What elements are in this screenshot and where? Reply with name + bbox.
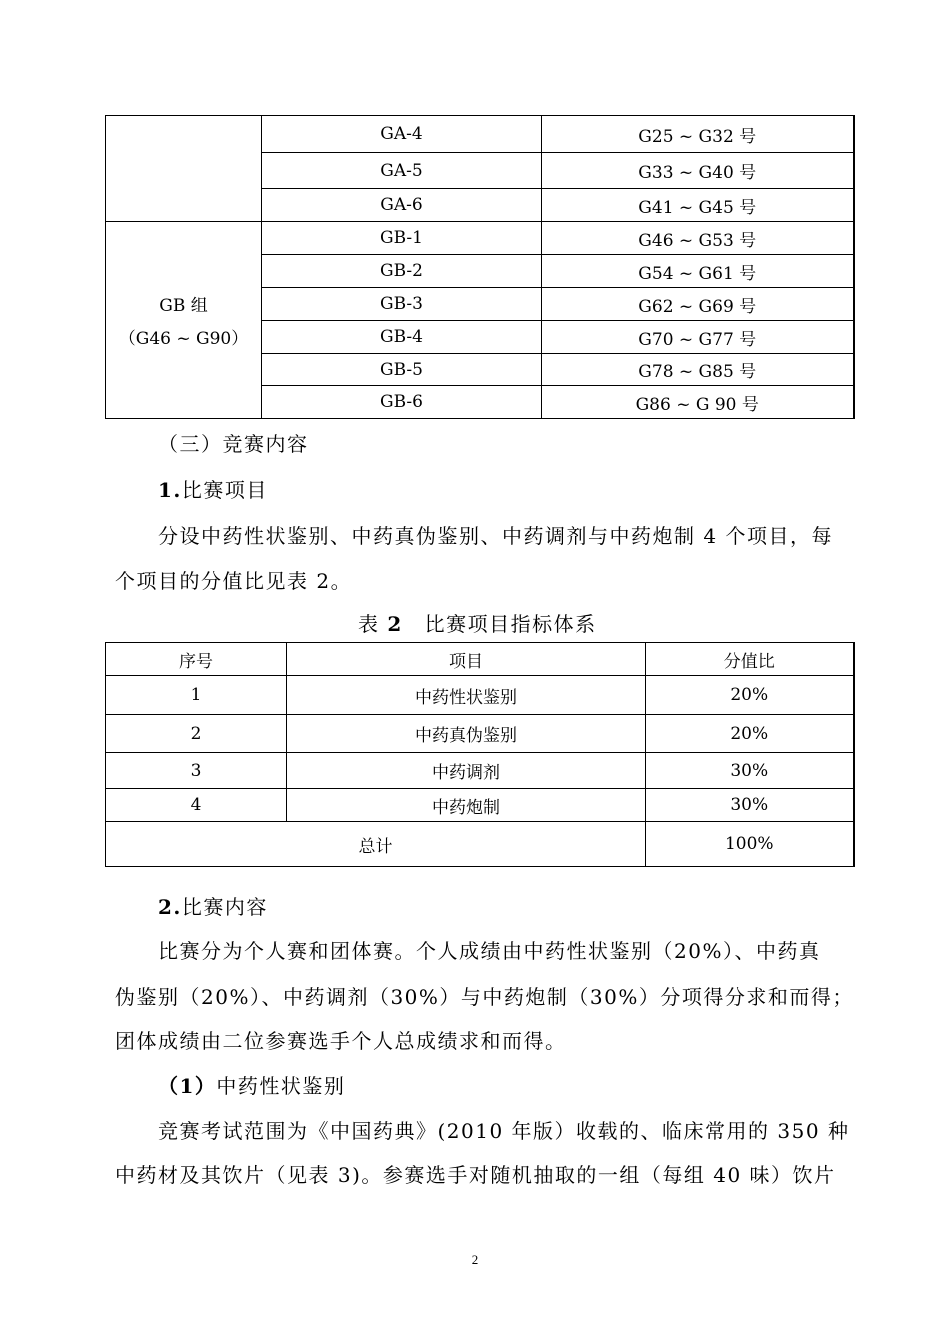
- number-range: G62 ~ G69 号: [542, 288, 854, 321]
- table-row: [106, 222, 854, 255]
- group-cell-gb: [106, 222, 262, 419]
- row-ratio: 30%: [646, 753, 854, 789]
- subsection-title: 中药性状鉴别: [216, 1074, 346, 1098]
- subgroup-code: GA-5: [262, 153, 542, 189]
- subgroup-code: GB-3: [262, 288, 542, 321]
- table2-caption: [358, 608, 597, 637]
- subgroup-code: GB-5: [262, 354, 542, 386]
- paragraph-line: 竞赛考试范围为《中国药典》(2010 年版）收载的、临床常用的 350 种: [158, 1119, 850, 1143]
- subgroup-code: GB-6: [262, 386, 542, 419]
- number-range: G78 ~ G85 号: [542, 354, 854, 386]
- item1-number: 1.: [158, 478, 182, 502]
- item1-title: 比赛项目: [181, 478, 268, 502]
- paragraph-line: 个项目的分值比见表 2。: [115, 569, 353, 593]
- row-ratio: 20%: [646, 715, 854, 753]
- subgroup-code: GB-1: [262, 222, 542, 255]
- group-range: （G46 ~ G90）: [118, 329, 249, 349]
- table-row: [106, 753, 854, 789]
- row-number: 3: [106, 753, 287, 789]
- table-header-row: [106, 643, 854, 676]
- subgroup-code: GB-4: [262, 321, 542, 354]
- caption-prefix: 表: [358, 612, 380, 636]
- table-row: [106, 116, 854, 153]
- table-row: [106, 676, 854, 715]
- row-ratio: 30%: [646, 789, 854, 822]
- row-number: 4: [106, 789, 287, 822]
- row-item: 中药炮制: [287, 789, 646, 822]
- subgroup-code: GA-6: [262, 189, 542, 222]
- total-value: 100%: [646, 822, 854, 867]
- number-range: G54 ~ G61 号: [542, 255, 854, 288]
- number-range: G70 ~ G77 号: [542, 321, 854, 354]
- section-heading: （三）竞赛内容: [158, 432, 309, 456]
- paragraph-line: 团体成绩由二位参赛选手个人总成绩求和而得。: [115, 1029, 567, 1053]
- number-range: G25 ~ G32 号: [542, 116, 854, 153]
- subsection-heading: [158, 1070, 345, 1099]
- paragraph-line: 伪鉴别（20%）、中药调剂（30%）与中药炮制（30%）分项得分求和而得；: [115, 985, 854, 1009]
- subgroup-code: GA-4: [262, 116, 542, 153]
- item2-title: 比赛内容: [181, 895, 268, 919]
- paragraph-line: 分设中药性状鉴别、中药真伪鉴别、中药调剂与中药炮制 4 个项目，每: [158, 524, 833, 548]
- row-number: 2: [106, 715, 287, 753]
- total-row: [106, 822, 854, 867]
- scoring-table: [105, 642, 855, 867]
- row-item: 中药调剂: [287, 753, 646, 789]
- header-cell: 分值比: [646, 643, 854, 676]
- caption-title: 比赛项目指标体系: [424, 612, 597, 636]
- number-range: G41 ~ G45 号: [542, 189, 854, 222]
- group-assignment-table: [105, 115, 855, 419]
- total-label: 总计: [106, 822, 646, 867]
- group-cell-ga: [106, 116, 262, 222]
- item2-number: 2.: [158, 895, 182, 919]
- page-number: 2: [471, 1252, 479, 1267]
- table-row: [106, 715, 854, 753]
- item1-heading: [158, 474, 268, 503]
- row-item: 中药真伪鉴别: [287, 715, 646, 753]
- caption-number: 2: [387, 612, 403, 636]
- row-number: 1: [106, 676, 287, 715]
- number-range: G86 ~ G 90 号: [542, 386, 854, 419]
- subgroup-code: GB-2: [262, 255, 542, 288]
- row-item: 中药性状鉴别: [287, 676, 646, 715]
- group-name: GB 组: [159, 296, 208, 316]
- paragraph-line: 比赛分为个人赛和团体赛。个人成绩由中药性状鉴别（20%）、中药真: [158, 939, 821, 963]
- row-ratio: 20%: [646, 676, 854, 715]
- subsection-number: （1）: [158, 1074, 217, 1098]
- header-cell: 序号: [106, 643, 287, 676]
- number-range: G46 ~ G53 号: [542, 222, 854, 255]
- number-range: G33 ~ G40 号: [542, 153, 854, 189]
- table-row: [106, 789, 854, 822]
- paragraph-line: 中药材及其饮片（见表 3)。参赛选手对随机抽取的一组（每组 40 味）饮片: [115, 1163, 836, 1187]
- header-cell: 项目: [287, 643, 646, 676]
- item2-heading: [158, 891, 268, 920]
